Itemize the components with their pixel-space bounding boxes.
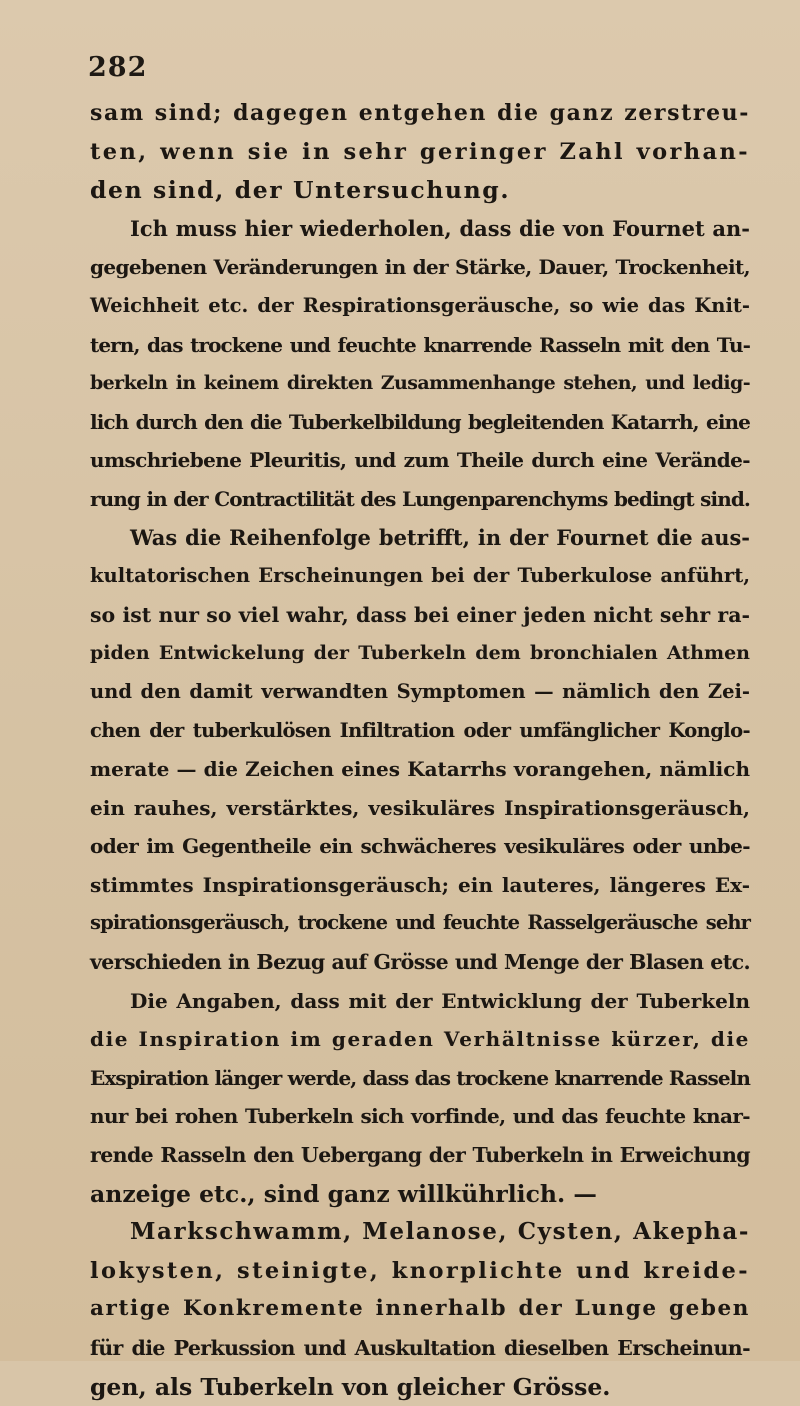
text-line: Was die Reihenfolge betrifft, in der Fournet die aus- bbox=[130, 524, 750, 550]
text-line: tern, das trockene und feuchte knarrende Rasseln mit den Tu- bbox=[90, 332, 750, 357]
text-line: so ist nur so viel wahr, dass bei einer jeden nicht sehr ra- bbox=[90, 602, 750, 627]
text-line: umschriebene Pleuritis, und zum Theile durch eine Verände- bbox=[90, 448, 750, 473]
text-line: verschieden in Bezug auf Grösse und Menge der Blasen etc. bbox=[90, 950, 750, 975]
text-line: den sind, der Untersuchung. bbox=[90, 176, 511, 205]
text-line: rung in der Contractilität des Lungenparenchyms bedingt sind. bbox=[90, 486, 750, 511]
text-line: und den damit verwandten Symptomen — nämlich den Zei- bbox=[90, 679, 750, 703]
text-line: piden Entwickelung der Tuberkeln dem bronchialen Athmen bbox=[90, 642, 750, 665]
text-line: Markschwamm, Melanose, Cysten, Akepha- bbox=[130, 1218, 750, 1246]
text-line: anzeige etc., sind ganz willkührlich. — bbox=[90, 1179, 597, 1208]
text-line: gen, als Tuberkeln von gleicher Grösse. bbox=[90, 1372, 611, 1401]
text-line: Ich muss hier wiederholen, dass die von Fournet an- bbox=[130, 215, 750, 241]
text-line: berkeln in keinem direkten Zusammenhange stehen, und ledig- bbox=[90, 372, 750, 395]
text-line: ten, wenn sie in sehr geringer Zahl vorhan- bbox=[90, 138, 750, 165]
text-line: gegebenen Veränderungen in der Stärke, Dauer, Trockenheit, bbox=[90, 255, 750, 280]
text-line: sam sind; dagegen entgehen die ganz zerstreu- bbox=[90, 100, 750, 126]
text-line: stimmtes Inspirationsgeräusch; ein lauteres, längeres Ex- bbox=[90, 872, 750, 897]
text-line: merate — die Zeichen eines Katarrhs vorangehen, nämlich bbox=[90, 757, 750, 782]
text-line: Die Angaben, dass mit der Entwicklung der Tuberkeln bbox=[130, 988, 750, 1013]
text-line: ein rauhes, verstärktes, vesikuläres Inspirationsgeräusch, bbox=[90, 795, 750, 820]
text-line: oder im Gegentheile ein schwächeres vesikuläres oder unbe- bbox=[90, 834, 750, 859]
text-line: die Inspiration im geraden Verhältnisse kürzer, die bbox=[90, 1027, 750, 1052]
text-line: nur bei rohen Tuberkeln sich vorfinde, und das feuchte knar- bbox=[90, 1104, 750, 1129]
text-line: chen der tuberkulösen Infiltration oder umfänglicher Konglo- bbox=[90, 718, 750, 742]
text-line: lich durch den die Tuberkelbildung begleitenden Katarrh, eine bbox=[90, 409, 750, 434]
text-line: Weichheit etc. der Respirationsgeräusche, so wie das Knit- bbox=[90, 293, 750, 317]
text-line: spirationsgeräusch, trockene und feuchte Rasselgeräusche sehr bbox=[90, 911, 750, 935]
text-line: rende Rasseln den Uebergang der Tuberkeln in Erweichung bbox=[90, 1143, 750, 1168]
text-line: lokysten, steinigte, knorplichte und kreide- bbox=[90, 1257, 750, 1284]
text-line: kultatorischen Erscheinungen bei der Tuberkulose anführt, bbox=[90, 564, 750, 588]
text-line: artige Konkremente innerhalb der Lunge geben bbox=[90, 1296, 750, 1322]
page-number: 282 bbox=[88, 52, 148, 83]
body-text bbox=[90, 94, 750, 1406]
text-line: Exspiration länger werde, dass das trockene knarrende Rasseln bbox=[90, 1065, 750, 1090]
text-line: für die Perkussion und Auskultation dieselben Erscheinun- bbox=[90, 1336, 750, 1360]
